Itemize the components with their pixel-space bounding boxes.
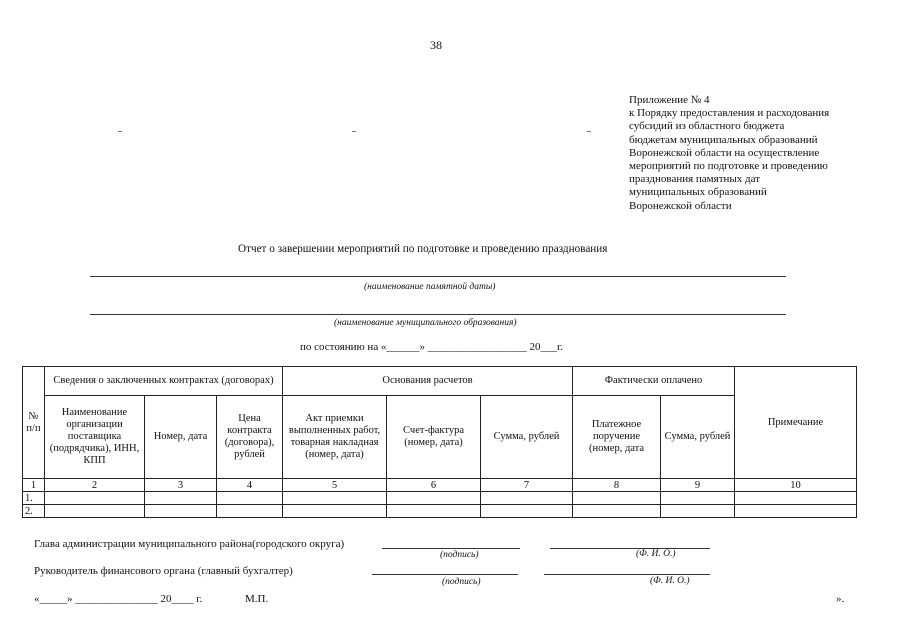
appendix-line: Воронежской области на осуществление — [629, 146, 820, 159]
header-paid-sum: Сумма, рублей — [661, 396, 735, 479]
appendix-line: к Порядку предоставления и расходования — [629, 107, 830, 120]
date-name-caption: (наименование памятной даты) — [364, 282, 496, 292]
signature-date: «_____» _______________ 20____ г. — [34, 593, 203, 605]
header-contract-price: Цена контракта (договора), рублей — [217, 396, 283, 479]
header-basis: Основания расчетов — [283, 367, 573, 396]
finance-sign-caption: (подпись) — [442, 577, 481, 587]
finance-signature-label: Руководитель финансового органа (главный бухгалтер) — [34, 565, 293, 577]
municipality-caption: (наименование муниципального образования) — [334, 318, 517, 328]
finance-sign-line — [372, 574, 518, 575]
appendix-line: Приложение № 4 — [629, 94, 710, 106]
scan-speck — [118, 131, 122, 132]
report-table — [22, 366, 857, 518]
table-row — [23, 505, 857, 518]
header-acceptance-act: Акт приемки выполненных работ, товарная накладная (номер, дата) — [283, 396, 387, 479]
header-supplier: Наименование организации поставщика (подрядчика), ИНН, КПП — [45, 396, 145, 479]
table-row — [23, 492, 857, 505]
column-number: 1 — [23, 479, 45, 492]
header-basis-sum: Сумма, рублей — [481, 396, 573, 479]
scan-speck — [587, 131, 591, 132]
appendix-line: мероприятий по подготовке и проведению — [629, 160, 828, 173]
row-number: 1. — [23, 492, 45, 505]
row-number: 2. — [23, 505, 45, 518]
header-invoice: Счет-фактура (номер, дата) — [387, 396, 481, 479]
appendix-line: празднования памятных дат — [629, 173, 761, 186]
column-number: 10 — [735, 479, 857, 492]
finance-name-caption: (Ф. И. О.) — [650, 576, 690, 586]
finance-name-line — [544, 574, 710, 575]
appendix-line: муниципальных образований — [629, 186, 767, 199]
appendix-block — [629, 94, 829, 213]
appendix-line: Воронежской области — [629, 199, 732, 212]
report-title: Отчет о завершении мероприятий по подготовке и проведению празднования — [238, 243, 608, 255]
column-number: 7 — [481, 479, 573, 492]
head-sign-caption: (подпись) — [440, 550, 479, 560]
head-signature-label: Глава администрации муниципального района(городского округа) — [34, 538, 345, 550]
page-number: 38 — [430, 38, 442, 52]
header-row-number: № п/п — [23, 367, 45, 479]
column-number: 2 — [45, 479, 145, 492]
date-name-line — [90, 276, 786, 277]
column-number: 8 — [573, 479, 661, 492]
head-name-caption: (Ф. И. О.) — [636, 549, 676, 559]
appendix-line: субсидий из областного бюджета — [629, 120, 785, 133]
column-number: 4 — [217, 479, 283, 492]
municipality-line — [90, 314, 786, 315]
column-number: 6 — [387, 479, 481, 492]
header-payment-order: Платежное поручение (номер, дата — [573, 396, 661, 479]
column-number: 3 — [145, 479, 217, 492]
stamp-placeholder: М.П. — [245, 593, 269, 605]
as-of-date: по состоянию на «______» __________________ 20___г. — [300, 341, 563, 353]
header-note: Примечание — [735, 367, 857, 479]
header-paid: Фактически оплачено — [573, 367, 735, 396]
column-number: 9 — [661, 479, 735, 492]
scan-speck — [352, 131, 356, 132]
head-name-line — [550, 548, 710, 549]
header-contracts: Сведения о заключенных контрактах (договорах) — [45, 367, 283, 396]
column-number: 5 — [283, 479, 387, 492]
appendix-line: бюджетам муниципальных образований — [629, 133, 818, 146]
closing-quote: ». — [836, 593, 845, 605]
head-sign-line — [382, 548, 520, 549]
header-contract-number: Номер, дата — [145, 396, 217, 479]
